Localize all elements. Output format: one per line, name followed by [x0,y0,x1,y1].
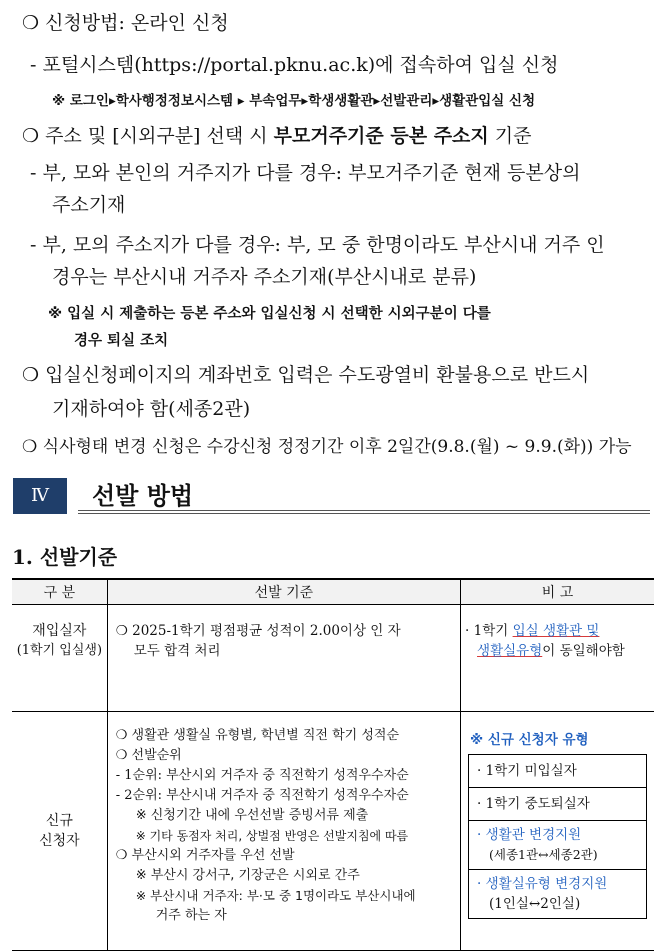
remark-line [465,621,654,641]
crit-line: ❍ 선발순위 [115,748,182,763]
address-post: 기준 [488,125,532,147]
account-line-2: 기재하여야 함(세종2관) [52,398,251,420]
table-row [12,605,654,712]
warning-note-2: 경우 퇴실 조치 [74,333,169,349]
remark-title: ※ 신규 신청자 유형 [470,732,589,748]
remark-line [465,641,654,661]
header-criteria: 선발 기준 [107,579,460,605]
remark-text: · 1학기 [465,623,513,639]
remark-item-title: · 생활관 변경지원 [477,827,582,843]
parent-address-line-2: 경우는 부산시내 거주자 주소기재(부산시내로 분류) [52,266,477,288]
cell-remark [461,605,654,712]
parent-residence-line: - 부, 모와 본인의 거주지가 다를 경우: 부모거주기준 현재 등본상의 [30,162,581,184]
meal-change-line: ❍ 식사형태 변경 신청은 수강신청 정정기간 이후 2일간(9.8.(월) ~ 9.9.(화)) 가능 [22,437,632,457]
apply-method-line: ❍ 신청방법: 온라인 신청 [22,12,229,34]
crit-line: ※ 신청기간 내에 우선선발 증빙서류 제출 [135,808,369,823]
table-row [12,712,654,951]
section-number: Ⅳ [13,478,67,514]
cat-line: 신청자 [39,833,80,849]
portal-line: - 포털시스템(https://portal.pknu.ac.k)에 접속하여 입실 신청 [30,54,559,76]
crit-line: 거주 하는 자 [155,908,227,923]
header-category: 구 분 [12,579,107,605]
parent-residence-line-2: 주소기재 [52,194,126,216]
cell-criteria [107,712,460,951]
crit-line: ※ 기타 동점자 처리, 상벌점 반영은 선발지침에 따름 [135,829,409,843]
account-line: ❍ 입실신청페이지의 계좌번호 입력은 수도광열비 환불용으로 반드시 [22,364,590,386]
cat-line: 재입실자 [32,623,87,639]
crit-line: ※ 부산시내 거주자: 부·모 중 1명이라도 부산시내에 [135,888,416,903]
table-header-row [12,579,654,605]
address-pre: ❍ 주소 및 [시외구분] 선택 시 [22,125,274,147]
crit-line: - 1순위: 부산시외 거주자 중 직전학기 성적우수자순 [115,768,409,783]
remark-text: 이 동일해야함 [542,643,625,659]
cell-remark [461,712,654,951]
header-remark: 비 고 [461,579,654,605]
address-bold: 부모거주기준 등본 주소지 [273,125,489,147]
parent-address-line: - 부, 모의 주소지가 다를 경우: 부, 모 중 한명이라도 부산시내 거주 인 [30,234,605,256]
remark-item-sub: (1인실↔2인실) [489,896,581,912]
login-path-note: ※ 로그인▸학사행정정보시스템 ▸ 부속업무▸학생생활관▸선발관리▸생활관입실 신청 [52,93,536,109]
remark-item: · 1학기 미입실자 [469,755,646,788]
warning-note: ※ 입실 시 제출하는 등본 주소와 입실신청 시 선택한 시외구분이 다를 [48,306,491,322]
cell-category [12,605,107,712]
remark-item-sub: (세종1관↔세종2관) [489,847,598,862]
address-criteria-line [22,121,532,148]
crit-line: ❍ 생활관 생활실 유형별, 학년별 직전 학기 성적순 [115,728,400,743]
cat-line: (1학기 입실생) [16,643,103,658]
crit-line: ❍ 부산시외 거주자를 우선 선발 [115,848,295,863]
remark-item [469,870,646,918]
cell-category [12,712,107,951]
section-title: 선발 방법 [78,478,650,514]
remark-item [469,821,646,870]
remark-link: 입실 생활관 및 [512,623,600,639]
cat-line: 신규 [45,813,73,829]
cell-criteria [107,605,460,712]
subsection-title: 1. 선발기준 [12,545,118,569]
crit-line: ❍ 2025-1학기 평점평균 성적이 2.00이상 인 자 [115,623,401,639]
remark-item-title: · 생활실유형 변경지원 [477,876,608,892]
crit-line: - 2순위: 부산시내 거주자 중 직전학기 성적우수자순 [115,788,409,803]
remark-link: 생활실유형 [477,643,543,659]
crit-line: ※ 부산시 강서구, 기장군은 시외로 간주 [135,868,360,883]
crit-line: 모두 합격 처리 [133,643,221,659]
remark-item: · 1학기 중도퇴실자 [469,788,646,821]
remark-box [468,754,647,919]
selection-criteria-table [12,578,654,951]
